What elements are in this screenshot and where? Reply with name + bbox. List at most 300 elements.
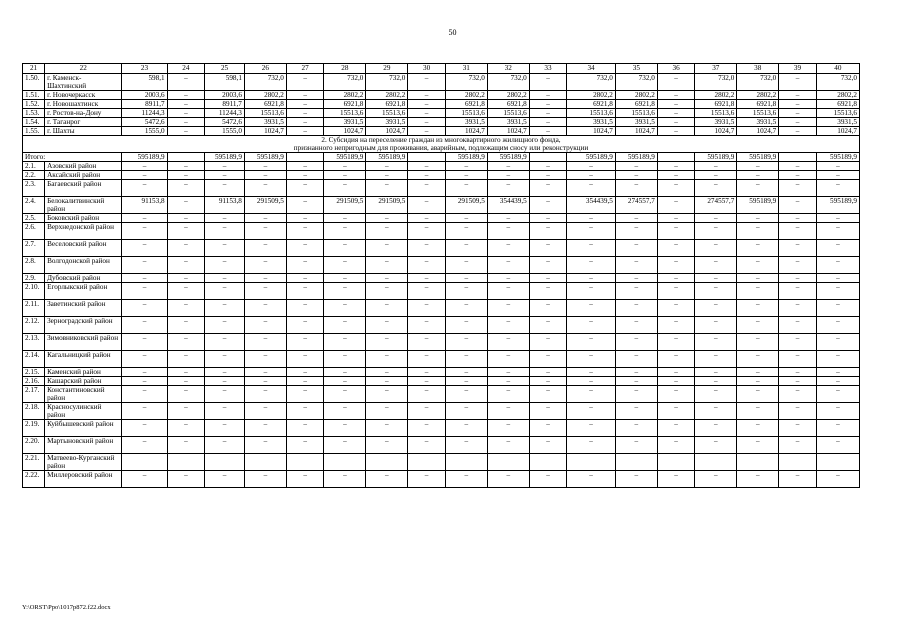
table-cell: 8911,7: [122, 100, 167, 109]
table-cell: –: [167, 240, 205, 257]
table-cell: –: [205, 283, 245, 300]
table-row: [23, 223, 860, 240]
table-cell: –: [529, 180, 567, 197]
table-cell: –: [737, 283, 779, 300]
row-number: 2.13.: [23, 334, 45, 351]
table-cell: –: [657, 368, 695, 377]
table-cell: –: [529, 118, 567, 127]
table-cell: –: [487, 180, 529, 197]
table-cell: 2802,2: [737, 91, 779, 100]
total-cell: [657, 153, 695, 162]
table-cell: –: [779, 368, 817, 377]
row-municipality: Матвеево-Курганский район: [45, 454, 122, 471]
table-cell: –: [286, 420, 324, 437]
table-cell: –: [695, 240, 737, 257]
row-municipality: Волгодонской район: [45, 257, 122, 274]
row-municipality: г. Шахты: [45, 127, 122, 136]
table-cell: –: [445, 403, 487, 420]
table-cell: –: [657, 171, 695, 180]
table-cell: 3931,5: [366, 118, 408, 127]
table-body: [23, 64, 860, 488]
table-row: [23, 197, 860, 214]
table-cell: –: [286, 100, 324, 109]
table-cell: –: [286, 300, 324, 317]
table-cell: –: [167, 300, 205, 317]
table-cell: –: [567, 283, 616, 300]
table-row: [23, 317, 860, 334]
table-cell: –: [816, 257, 859, 274]
table-cell: 3931,5: [445, 118, 487, 127]
table-cell: 595189,9: [737, 197, 779, 214]
table-cell: –: [529, 300, 567, 317]
table-cell: 11244,3: [205, 109, 245, 118]
table-cell: –: [567, 420, 616, 437]
table-cell: –: [167, 171, 205, 180]
table-cell: –: [615, 351, 657, 368]
table-cell: –: [324, 471, 366, 488]
table-cell: 15513,6: [615, 109, 657, 118]
table-cell: –: [205, 368, 245, 377]
table-cell: 2802,2: [324, 91, 366, 100]
table-cell: 3931,5: [567, 118, 616, 127]
column-number: 27: [286, 64, 324, 74]
column-number: 38: [737, 64, 779, 74]
table-cell: 732,0: [487, 74, 529, 91]
table-cell: –: [567, 171, 616, 180]
table-cell: 1555,0: [122, 127, 167, 136]
table-cell: 3931,5: [244, 118, 286, 127]
table-row: [23, 403, 860, 420]
table-cell: –: [244, 368, 286, 377]
table-cell: –: [816, 274, 859, 283]
table-cell: –: [737, 180, 779, 197]
table-cell: –: [657, 274, 695, 283]
table-cell: [286, 454, 324, 471]
table-cell: –: [529, 197, 567, 214]
table-cell: –: [324, 283, 366, 300]
table-cell: –: [615, 437, 657, 454]
table-cell: –: [737, 471, 779, 488]
table-row: [23, 127, 860, 136]
column-number: 35: [615, 64, 657, 74]
table-cell: –: [657, 100, 695, 109]
table-cell: –: [779, 351, 817, 368]
table-cell: –: [657, 257, 695, 274]
row-number: 2.17.: [23, 386, 45, 403]
table-cell: –: [286, 351, 324, 368]
table-cell: –: [324, 386, 366, 403]
table-cell: 6921,8: [324, 100, 366, 109]
table-cell: –: [567, 377, 616, 386]
total-cell: [779, 153, 817, 162]
table-row: [23, 471, 860, 488]
table-cell: –: [737, 420, 779, 437]
row-number: 2.18.: [23, 403, 45, 420]
table-cell: –: [567, 368, 616, 377]
table-cell: –: [737, 403, 779, 420]
table-cell: 3931,5: [615, 118, 657, 127]
table-row: [23, 283, 860, 300]
table-cell: –: [529, 214, 567, 223]
table-cell: –: [445, 214, 487, 223]
table-cell: –: [445, 471, 487, 488]
table-cell: 732,0: [324, 74, 366, 91]
table-row: [23, 300, 860, 317]
table-cell: –: [324, 403, 366, 420]
column-number-row: [23, 64, 860, 74]
table-row: [23, 274, 860, 283]
table-cell: 15513,6: [695, 109, 737, 118]
row-number: 2.9.: [23, 274, 45, 283]
row-municipality: г. Ростов-на-Дону: [45, 109, 122, 118]
row-number: 2.16.: [23, 377, 45, 386]
table-cell: –: [567, 471, 616, 488]
table-cell: 2802,2: [695, 91, 737, 100]
table-cell: –: [779, 283, 817, 300]
row-number: 2.7.: [23, 240, 45, 257]
table-cell: –: [167, 180, 205, 197]
row-number: 2.14.: [23, 351, 45, 368]
table-cell: –: [122, 437, 167, 454]
row-number: 2.12.: [23, 317, 45, 334]
table-cell: –: [779, 197, 817, 214]
column-number: 39: [779, 64, 817, 74]
table-cell: –: [567, 386, 616, 403]
row-number: 2.2.: [23, 171, 45, 180]
table-cell: –: [122, 283, 167, 300]
row-municipality: Азовский район: [45, 162, 122, 171]
table-cell: 2802,2: [366, 91, 408, 100]
table-cell: –: [737, 162, 779, 171]
table-row: [23, 91, 860, 100]
table-cell: –: [487, 420, 529, 437]
table-cell: –: [408, 351, 446, 368]
row-number: 2.10.: [23, 283, 45, 300]
table-cell: –: [779, 437, 817, 454]
section-title: [23, 136, 860, 153]
table-cell: –: [286, 91, 324, 100]
table-cell: –: [324, 162, 366, 171]
table-cell: –: [366, 171, 408, 180]
table-cell: –: [286, 223, 324, 240]
column-number: 22: [45, 64, 122, 74]
table-cell: 274557,7: [615, 197, 657, 214]
table-row: [23, 240, 860, 257]
table-cell: –: [408, 420, 446, 437]
table-cell: –: [205, 214, 245, 223]
table-cell: –: [167, 257, 205, 274]
table-cell: –: [529, 471, 567, 488]
table-cell: –: [167, 386, 205, 403]
table-cell: –: [366, 403, 408, 420]
table-cell: –: [529, 420, 567, 437]
table-cell: 6921,8: [366, 100, 408, 109]
table-cell: –: [122, 180, 167, 197]
table-cell: –: [286, 109, 324, 118]
table-cell: –: [205, 351, 245, 368]
table-cell: –: [567, 257, 616, 274]
table-cell: –: [737, 223, 779, 240]
table-cell: –: [487, 437, 529, 454]
table-cell: [657, 454, 695, 471]
table-cell: –: [487, 283, 529, 300]
table-cell: –: [205, 420, 245, 437]
table-cell: –: [324, 317, 366, 334]
table-cell: 1024,7: [487, 127, 529, 136]
table-row: [23, 109, 860, 118]
table-cell: 2802,2: [487, 91, 529, 100]
table-cell: –: [529, 377, 567, 386]
table-cell: –: [695, 214, 737, 223]
table-cell: –: [529, 171, 567, 180]
table-cell: –: [657, 197, 695, 214]
table-cell: –: [487, 403, 529, 420]
table-cell: 2003,6: [205, 91, 245, 100]
table-cell: –: [487, 223, 529, 240]
total-cell: 595189,9: [487, 153, 529, 162]
table-cell: 6921,8: [737, 100, 779, 109]
table-cell: –: [816, 403, 859, 420]
table-cell: –: [695, 274, 737, 283]
table-cell: –: [779, 109, 817, 118]
table-cell: –: [615, 274, 657, 283]
table-row: [23, 351, 860, 368]
table-cell: –: [695, 420, 737, 437]
table-cell: –: [567, 223, 616, 240]
table-cell: –: [244, 386, 286, 403]
table-cell: –: [205, 386, 245, 403]
table-cell: –: [657, 118, 695, 127]
table-cell: –: [167, 100, 205, 109]
table-cell: –: [122, 386, 167, 403]
table-cell: 6921,8: [816, 100, 859, 109]
table-cell: –: [324, 437, 366, 454]
table-cell: –: [286, 437, 324, 454]
table-cell: –: [324, 240, 366, 257]
table-cell: 274557,7: [695, 197, 737, 214]
table-row: [23, 437, 860, 454]
table-cell: –: [445, 240, 487, 257]
table-cell: –: [816, 420, 859, 437]
table-cell: –: [366, 300, 408, 317]
table-cell: –: [366, 257, 408, 274]
table-cell: –: [529, 91, 567, 100]
table-cell: –: [122, 317, 167, 334]
table-cell: –: [779, 162, 817, 171]
table-cell: 6921,8: [695, 100, 737, 109]
table-cell: –: [445, 223, 487, 240]
table-cell: –: [816, 300, 859, 317]
total-cell: 595189,9: [366, 153, 408, 162]
table-cell: 291509,5: [324, 197, 366, 214]
table-cell: –: [408, 197, 446, 214]
table-cell: –: [167, 74, 205, 91]
table-cell: –: [445, 386, 487, 403]
table-cell: –: [779, 180, 817, 197]
table-cell: –: [737, 368, 779, 377]
table-cell: [615, 454, 657, 471]
table-cell: –: [244, 317, 286, 334]
table-cell: –: [615, 420, 657, 437]
table-cell: –: [487, 368, 529, 377]
row-municipality: Верхнедонской район: [45, 223, 122, 240]
table-cell: –: [657, 127, 695, 136]
table-cell: –: [205, 240, 245, 257]
table-cell: –: [324, 257, 366, 274]
column-number: 37: [695, 64, 737, 74]
table-cell: –: [695, 334, 737, 351]
table-row: [23, 454, 860, 471]
table-cell: –: [286, 283, 324, 300]
table-cell: –: [408, 214, 446, 223]
table-cell: –: [408, 240, 446, 257]
table-cell: –: [366, 214, 408, 223]
column-number: 23: [122, 64, 167, 74]
table-cell: –: [567, 180, 616, 197]
table-cell: –: [615, 214, 657, 223]
table-cell: –: [445, 257, 487, 274]
table-cell: 6921,8: [487, 100, 529, 109]
table-cell: –: [657, 317, 695, 334]
table-cell: –: [324, 368, 366, 377]
table-cell: 354439,5: [487, 197, 529, 214]
table-cell: –: [567, 403, 616, 420]
table-cell: –: [529, 274, 567, 283]
table-cell: –: [487, 171, 529, 180]
table-cell: –: [366, 317, 408, 334]
table-cell: –: [779, 91, 817, 100]
table-cell: 732,0: [737, 74, 779, 91]
table-cell: –: [529, 127, 567, 136]
table-cell: –: [615, 317, 657, 334]
table-cell: –: [286, 162, 324, 171]
row-municipality: Каменский район: [45, 368, 122, 377]
table-cell: –: [779, 377, 817, 386]
table-cell: –: [529, 100, 567, 109]
table-cell: –: [487, 162, 529, 171]
table-cell: 6921,8: [244, 100, 286, 109]
table-cell: –: [445, 180, 487, 197]
table-cell: 1024,7: [695, 127, 737, 136]
table-cell: –: [695, 386, 737, 403]
table-cell: 1024,7: [244, 127, 286, 136]
table-cell: –: [487, 240, 529, 257]
table-cell: –: [567, 437, 616, 454]
table-cell: –: [657, 300, 695, 317]
table-row: [23, 334, 860, 351]
table-cell: –: [286, 171, 324, 180]
table-cell: –: [205, 317, 245, 334]
table-cell: –: [816, 351, 859, 368]
table-cell: –: [695, 257, 737, 274]
table-cell: –: [445, 334, 487, 351]
table-cell: –: [408, 300, 446, 317]
table-cell: –: [567, 214, 616, 223]
table-cell: –: [408, 91, 446, 100]
table-cell: 15513,6: [324, 109, 366, 118]
table-cell: 15513,6: [244, 109, 286, 118]
table-cell: –: [615, 403, 657, 420]
table-cell: –: [529, 162, 567, 171]
table-cell: 732,0: [615, 74, 657, 91]
table-cell: –: [122, 420, 167, 437]
row-number: 2.19.: [23, 420, 45, 437]
row-municipality: Заветинский район: [45, 300, 122, 317]
table-cell: [816, 454, 859, 471]
table-cell: –: [408, 437, 446, 454]
table-cell: 2802,2: [615, 91, 657, 100]
table-cell: 8911,7: [205, 100, 245, 109]
table-cell: –: [122, 403, 167, 420]
table-cell: 91153,8: [205, 197, 245, 214]
table-cell: –: [657, 420, 695, 437]
table-cell: 91153,8: [122, 197, 167, 214]
table-cell: –: [408, 109, 446, 118]
table-cell: –: [657, 109, 695, 118]
table-cell: –: [695, 162, 737, 171]
table-cell: [695, 454, 737, 471]
table-cell: –: [122, 162, 167, 171]
table-cell: [408, 454, 446, 471]
row-number: 1.50.: [23, 74, 45, 91]
table-cell: –: [615, 180, 657, 197]
table-cell: –: [615, 300, 657, 317]
table-cell: –: [244, 283, 286, 300]
table-cell: –: [366, 334, 408, 351]
table-cell: 291509,5: [244, 197, 286, 214]
table-cell: –: [657, 377, 695, 386]
table-cell: –: [167, 334, 205, 351]
table-cell: –: [286, 274, 324, 283]
table-cell: –: [615, 368, 657, 377]
table-cell: –: [816, 471, 859, 488]
table-cell: –: [244, 377, 286, 386]
section-title-line-2: признанного непригодным для проживания, аварийным, подлежащим сносу или реконструкции: [293, 144, 589, 152]
table-cell: –: [779, 100, 817, 109]
table-cell: –: [615, 162, 657, 171]
table-cell: –: [324, 171, 366, 180]
table-cell: 3931,5: [324, 118, 366, 127]
total-cell: 595189,9: [122, 153, 167, 162]
row-number: 1.55.: [23, 127, 45, 136]
total-row: [23, 153, 860, 162]
table-cell: –: [286, 386, 324, 403]
table-cell: –: [408, 127, 446, 136]
table-cell: –: [122, 223, 167, 240]
table-cell: –: [816, 214, 859, 223]
table-cell: –: [167, 109, 205, 118]
table-cell: –: [205, 162, 245, 171]
table-cell: [324, 454, 366, 471]
table-cell: 15513,6: [366, 109, 408, 118]
table-cell: –: [167, 283, 205, 300]
table-cell: –: [445, 162, 487, 171]
table-cell: –: [737, 351, 779, 368]
table-cell: –: [445, 300, 487, 317]
table-cell: –: [529, 257, 567, 274]
table-cell: –: [567, 351, 616, 368]
table-cell: –: [366, 420, 408, 437]
table-cell: –: [529, 437, 567, 454]
column-number: 25: [205, 64, 245, 74]
table-cell: –: [286, 368, 324, 377]
table-cell: –: [816, 317, 859, 334]
table-cell: –: [408, 162, 446, 171]
table-row: [23, 377, 860, 386]
table-cell: –: [529, 386, 567, 403]
table-cell: –: [244, 334, 286, 351]
table-cell: –: [122, 240, 167, 257]
